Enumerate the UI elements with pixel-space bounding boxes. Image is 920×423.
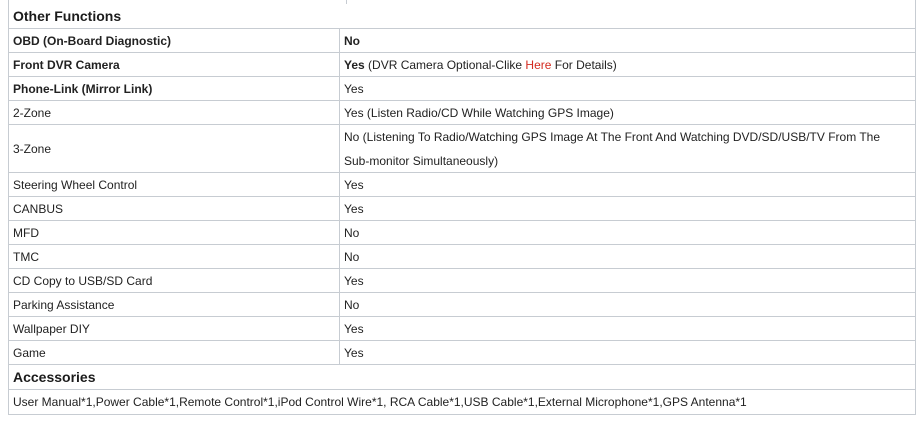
row-label: MFD: [13, 225, 39, 240]
section-title: Other Functions: [13, 8, 122, 24]
row-label: Wallpaper DIY: [13, 321, 90, 336]
section-title: Accessories: [13, 369, 96, 385]
row-value: Yes: [339, 317, 915, 340]
table-row: [9, 293, 915, 317]
section-header-other-functions: [9, 4, 915, 29]
row-label: TMC: [13, 249, 39, 264]
row-label: OBD (On-Board Diagnostic): [13, 33, 171, 48]
row-value: Yes: [339, 341, 915, 364]
row-value: Yes: [339, 269, 915, 292]
row-value: No: [339, 221, 915, 244]
row-value: Yes: [339, 197, 915, 220]
section-header-accessories: [9, 365, 915, 390]
row-value: No (Listening To Radio/Watching GPS Image At The Front And Watching DVD/SD/USB/TV From The Sub-monitor Simultaneously): [339, 125, 915, 172]
table-row: [9, 341, 915, 365]
row-label: Steering Wheel Control: [13, 177, 138, 192]
row-value: Yes: [339, 77, 915, 100]
table-row: [9, 125, 915, 173]
table-row: [9, 221, 915, 245]
row-value: [339, 53, 915, 76]
accessories-row: [9, 390, 915, 414]
value-note-suffix: For Details): [551, 57, 617, 72]
value-note: (DVR Camera Optional-Clike: [364, 57, 526, 72]
accessories-list: User Manual*1,Power Cable*1,Remote Control*1,iPod Control Wire*1, RCA Cable*1,USB Cable*1,External Microphone*1,GPS Antenna*1: [13, 395, 747, 409]
details-link[interactable]: Here: [525, 57, 552, 72]
row-label: CANBUS: [13, 201, 64, 216]
row-value: Yes (Listen Radio/CD While Watching GPS Image): [339, 101, 915, 124]
row-value: No: [339, 245, 915, 268]
row-label: CD Copy to USB/SD Card: [13, 273, 153, 288]
row-label: Front DVR Camera: [13, 57, 120, 72]
row-value: No: [339, 293, 915, 316]
table-row: [9, 53, 915, 77]
table-row: [9, 317, 915, 341]
row-label: Parking Assistance: [13, 297, 115, 312]
row-label: 2-Zone: [13, 105, 52, 120]
table-row: [9, 77, 915, 101]
row-value: No: [339, 29, 915, 52]
table-row: [9, 29, 915, 53]
value-text: Yes: [344, 57, 365, 72]
table-row: [9, 173, 915, 197]
table-row: [9, 245, 915, 269]
row-value: Yes: [339, 173, 915, 196]
table-row: [9, 269, 915, 293]
row-label: Game: [13, 345, 46, 360]
row-label: Phone-Link (Mirror Link): [13, 81, 153, 96]
table-row: [9, 197, 915, 221]
spec-table: [8, 0, 916, 415]
table-row: [9, 101, 915, 125]
row-label: 3-Zone: [13, 141, 52, 156]
